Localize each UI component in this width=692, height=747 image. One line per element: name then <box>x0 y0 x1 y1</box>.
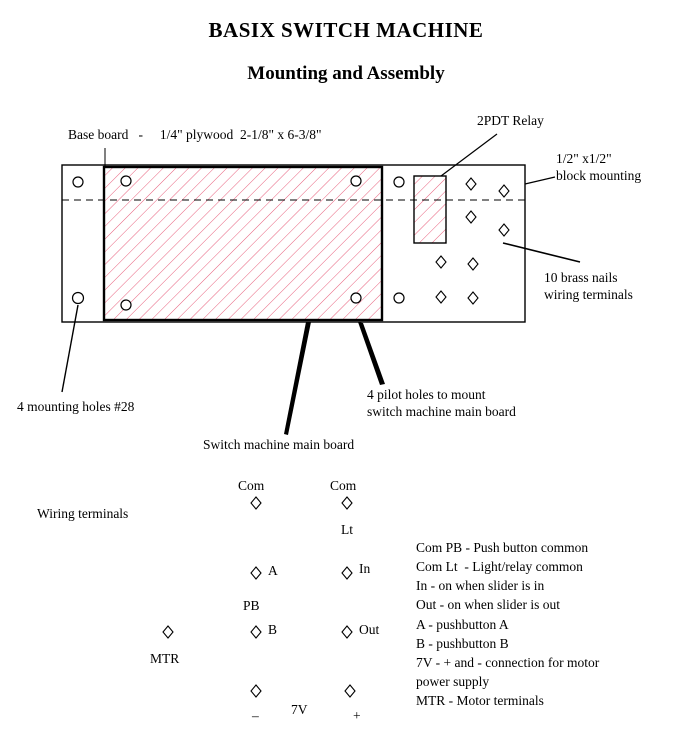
leader-pilot-holes <box>358 322 385 385</box>
base-board-outline <box>62 165 525 322</box>
label-block-mounting-line2: block mounting <box>556 168 642 183</box>
label-brass-nails-line1: 10 brass nails <box>544 270 618 285</box>
terminal-label-a: A <box>268 563 278 578</box>
mounting-hole <box>73 177 83 187</box>
legend-item: Com Lt - Light/relay common <box>416 559 583 575</box>
legend-item: Com PB - Push button common <box>416 540 589 555</box>
leader-relay <box>441 134 497 176</box>
page-subtitle: Mounting and Assembly <box>247 63 445 84</box>
terminal-label-in: In <box>359 561 371 576</box>
label-2pdt-relay: 2PDT Relay <box>477 113 544 128</box>
terminal-label-plus: + <box>353 708 361 723</box>
legend-item: power supply <box>416 674 490 690</box>
terminal-label-pb: PB <box>243 598 260 613</box>
leader-block-mounting <box>525 177 555 184</box>
terminal-label-com-pb: Com <box>238 478 265 493</box>
terminal-label-mtr: MTR <box>150 651 180 666</box>
terminal-label-b: B <box>268 622 278 637</box>
label-block-mounting-line1: 1/2" x1/2" <box>556 151 612 166</box>
label-mounting-holes: 4 mounting holes #28 <box>17 399 135 414</box>
label-brass-nails-line2: wiring terminals <box>544 287 633 302</box>
switch-machine-main-board <box>104 167 382 320</box>
leader-mounting-holes <box>62 305 78 392</box>
legend-item: In - on when slider is in <box>416 578 545 594</box>
pilot-hole <box>121 176 131 186</box>
terminal-label-lt: Lt <box>341 522 353 537</box>
mounting-hole <box>73 293 84 304</box>
legend-item: A - pushbutton A <box>416 616 509 632</box>
leader-main-board <box>284 322 311 435</box>
terminal-label-out: Out <box>359 622 380 637</box>
terminal-legend <box>416 538 686 710</box>
brass-nail-terminals <box>436 178 509 304</box>
relay-block <box>414 176 446 243</box>
label-base-board: Base board - 1/4" plywood 2-1/8" x 6-3/8" <box>68 127 322 142</box>
leader-brass-nails <box>503 243 580 262</box>
terminal-label-7v: 7V <box>291 702 308 717</box>
label-wiring-terminals: Wiring terminals <box>37 506 129 521</box>
legend-item: Out - on when slider is out <box>416 597 560 613</box>
pilot-hole <box>351 293 361 303</box>
mounting-hole <box>394 293 404 303</box>
legend-item: 7V - + and - connection for motor <box>416 654 600 670</box>
label-main-board: Switch machine main board <box>203 437 355 452</box>
label-pilot-holes-line1: 4 pilot holes to mount <box>367 387 486 402</box>
legend-item: B - pushbutton B <box>416 635 509 651</box>
label-pilot-holes-line2: switch machine main board <box>367 404 516 419</box>
terminal-label-minus: – <box>252 708 259 723</box>
pilot-hole <box>121 300 131 310</box>
page-title: BASIX SWITCH MACHINE <box>208 18 484 42</box>
pilot-hole <box>351 176 361 186</box>
mounting-hole <box>394 177 404 187</box>
legend-item: MTR - Motor terminals <box>416 693 544 709</box>
terminal-label-com-lt: Com <box>330 478 357 493</box>
